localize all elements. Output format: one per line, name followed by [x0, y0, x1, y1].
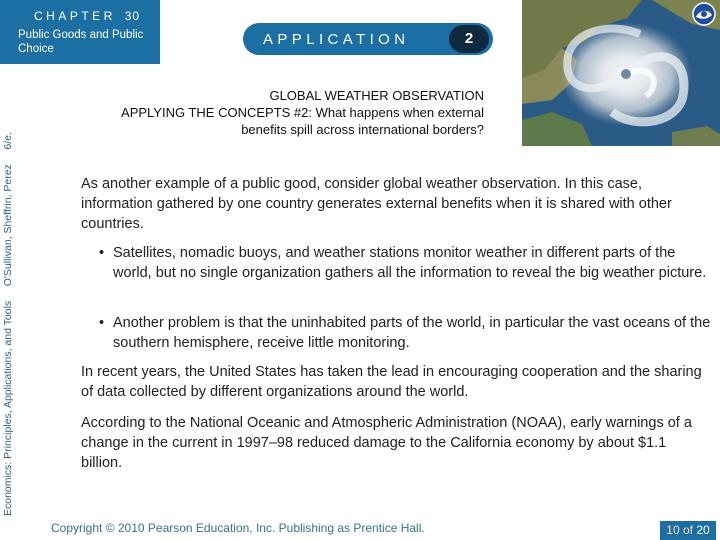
- page-indicator: [660, 521, 716, 540]
- application-banner: [243, 23, 493, 55]
- bullet-icon: •: [99, 315, 105, 331]
- book-title: Economics: Principles, Applications, and Tools: [2, 300, 14, 516]
- bullet-item: [99, 313, 711, 353]
- page-of-label: of: [682, 523, 693, 537]
- bullet-icon: •: [99, 245, 105, 261]
- book-edition: 6/e.: [2, 132, 14, 150]
- chapter-label: [34, 9, 140, 23]
- copyright-notice: Copyright © 2010 Pearson Education, Inc. Publishing as Prentice Hall.: [51, 521, 425, 535]
- paragraph-us-lead: In recent years, the United States has taken the lead in encouraging cooperation and the sharing of data collected by different organizations around the world.: [81, 364, 702, 400]
- bullet-item: [99, 243, 711, 283]
- chapter-title: Public Goods and Public Choice: [18, 29, 144, 55]
- heading-question: APPLYING THE CONCEPTS #2: What happens when external benefits spill across international borders?: [121, 105, 484, 137]
- page-current: 10: [666, 523, 680, 537]
- paragraph-noaa: According to the National Oceanic and Atmospheric Administration (NOAA), early warnings of a change in the current in 1997–98 reduced damage to the California economy by about $1.1 billion.: [81, 415, 692, 471]
- paragraph-intro: As another example of a public good, consider global weather observation. In this case, information gathered by one country generates external benefits when it is shared with other countries.: [81, 176, 672, 232]
- chapter-header-box: [0, 0, 160, 64]
- hurricane-satellite-photo: [522, 0, 720, 146]
- application-number-badge: 2: [449, 25, 489, 53]
- application-label: APPLICATION: [263, 31, 410, 48]
- bullet-text: Satellites, nomadic buoys, and weather stations monitor weather in different parts of the world, but no single organization gathers all the information to reveal the big weather picture.: [113, 245, 707, 281]
- book-authors: O'Sullivan, Sheffrin, Perez: [2, 164, 14, 287]
- book-credit-vertical: [2, 76, 14, 516]
- chapter-number: 30: [124, 9, 141, 23]
- chapter-label-text: CHAPTER: [34, 9, 116, 23]
- bullet-text: Another problem is that the uninhabited parts of the world, in particular the vast oceans of the southern hemisphere, receive little monitoring.: [113, 315, 711, 351]
- heading-title: GLOBAL WEATHER OBSERVATION: [269, 88, 484, 103]
- application-heading: [118, 87, 484, 138]
- page-total: 20: [696, 523, 710, 537]
